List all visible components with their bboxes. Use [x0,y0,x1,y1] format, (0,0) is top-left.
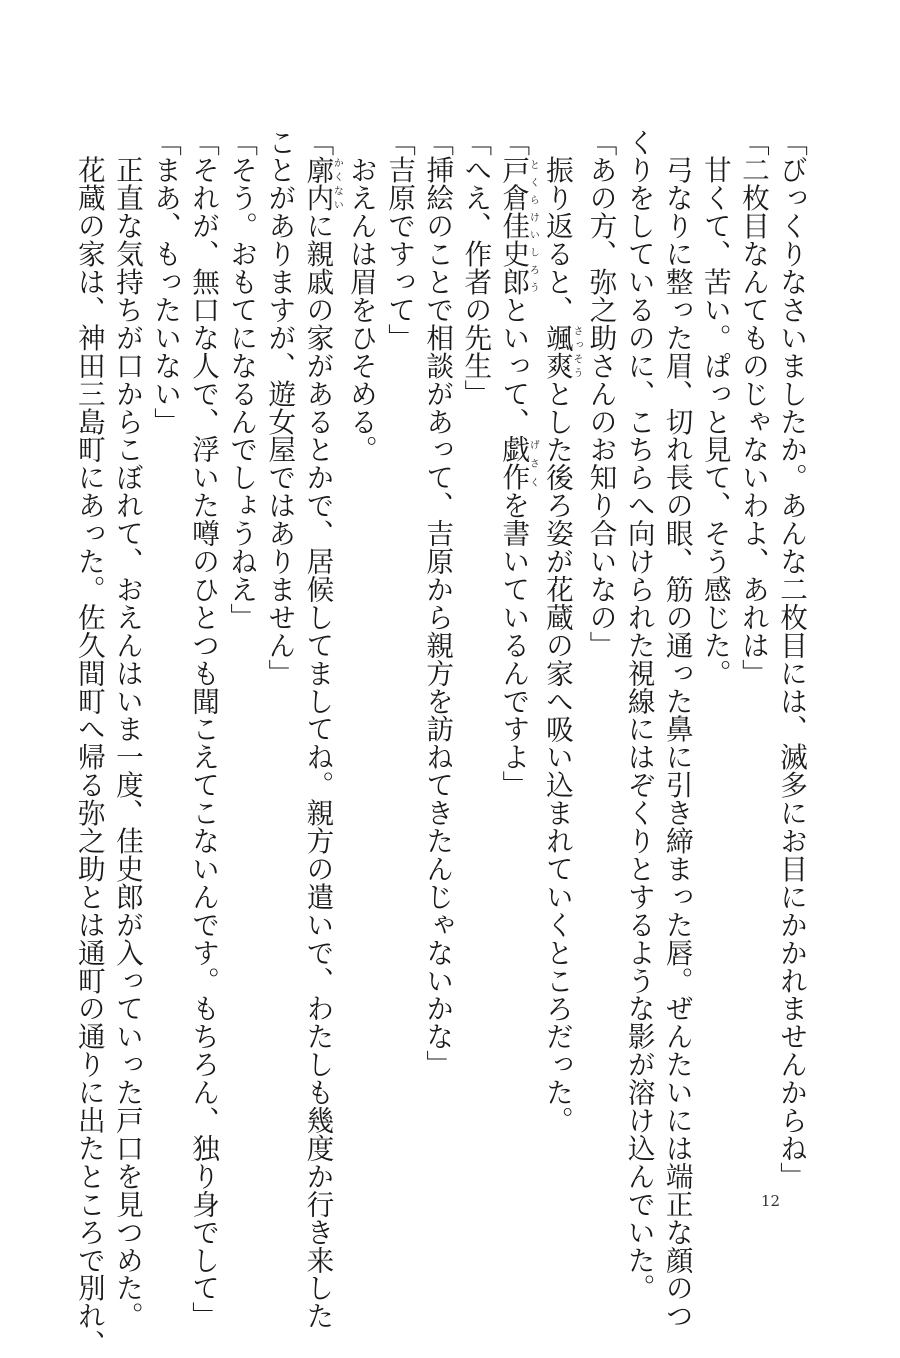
ruby-annotated-word: 颯爽さっそう [540,323,582,380]
text-line [184,128,222,1330]
text-segment: 「へえ、作者の先生」 [459,128,493,408]
furigana-reading: さっそう [570,323,582,380]
text-line [108,128,146,1330]
text-line [772,128,810,1191]
text-segment: 正直な気持ちが口からこぼれて、おえんはいま一度、佳史郎が入っていった戸口を見つめた。 [110,128,144,1330]
text-line [494,128,538,1148]
text-segment: とした後ろ姿が花蔵の家へ吸い込まれていくところだった。 [540,379,574,1135]
text-line [620,128,658,1302]
text-line [658,128,696,1330]
text-segment: 「あの方、弥之助さんのお知り合いなの」 [584,128,618,660]
page-number: 12 [761,1192,781,1210]
text-segment: 「びっくりなさいましたか。あんな二枚目には、滅多にお目にかかれませんからね」 [775,128,808,1191]
text-line [70,128,108,1358]
text-line [418,128,456,1148]
ruby-annotated-word: 戸倉佳史郎とくらけいしろう [497,155,539,296]
text-segment: 「それが、無口な人で、浮いた噂のひとつも聞こえてこないんです。もちろん、独り身でして」 [187,128,221,1330]
text-line [380,128,418,1148]
text-segment: 「挿絵のことで相談があって、吉原から親方を訪ねてきたんじゃないかな」 [421,128,455,1079]
text-segment: 「まあ、もったいない」 [149,128,182,436]
text-line [146,128,184,1148]
text-segment: 甘くて、苦い。ぱっと見て、そう感じた。 [698,128,732,687]
text-segment: 花蔵の家は、神田三島町にあった。佐久間町へ帰る弥之助とは通町の通りに出たところで別れ、 [72,128,106,1358]
text-segment: を書いているんですよ」 [497,491,531,799]
text-segment: 「吉原ですって」 [383,128,417,352]
ruby-annotated-word: 戯作げさく [497,435,539,492]
text-segment: ことがありますが、遊女屋ではありません」 [263,128,297,687]
text-segment: といって、 [497,295,531,436]
text-line [298,128,343,1330]
text-segment: 「そう。おもてになるんでしょうねえ」 [225,128,259,632]
text-segment: 「 [497,128,531,156]
text-segment: 振り返ると、 [540,128,574,324]
text-line [696,128,734,1148]
text-line [734,128,772,1148]
text-line [342,128,380,1148]
furigana-reading: げさく [527,435,539,492]
text-line [456,128,494,1148]
text-line [260,128,298,1148]
text-line [581,128,619,1148]
text-line [538,128,582,1148]
text-segment: 「 [301,128,335,156]
ruby-annotated-word: 廓内かくない [301,155,343,212]
text-segment: くりをしているのに、こちらへ向けられた視線にはぞくりとするような影が溶け込んでいた。 [622,128,656,1302]
text-segment: に親戚の家があるとかで、居候してましてね。親方の遣いで、わたしも幾度か行き来した [301,211,335,1330]
furigana-reading: かくない [331,155,343,212]
text-segment: 「二枚目なんてものじゃないわよ、あれは」 [736,128,770,687]
text-line [222,128,260,1148]
text-segment: 弓なりに整った眉、切れ長の眼、筋の通った鼻に引き締まった唇。ぜんたいには端正な顔のつ [660,128,694,1330]
furigana-reading: とくらけいしろう [527,155,539,296]
text-segment: おえんは眉をひそめる。 [344,128,378,464]
